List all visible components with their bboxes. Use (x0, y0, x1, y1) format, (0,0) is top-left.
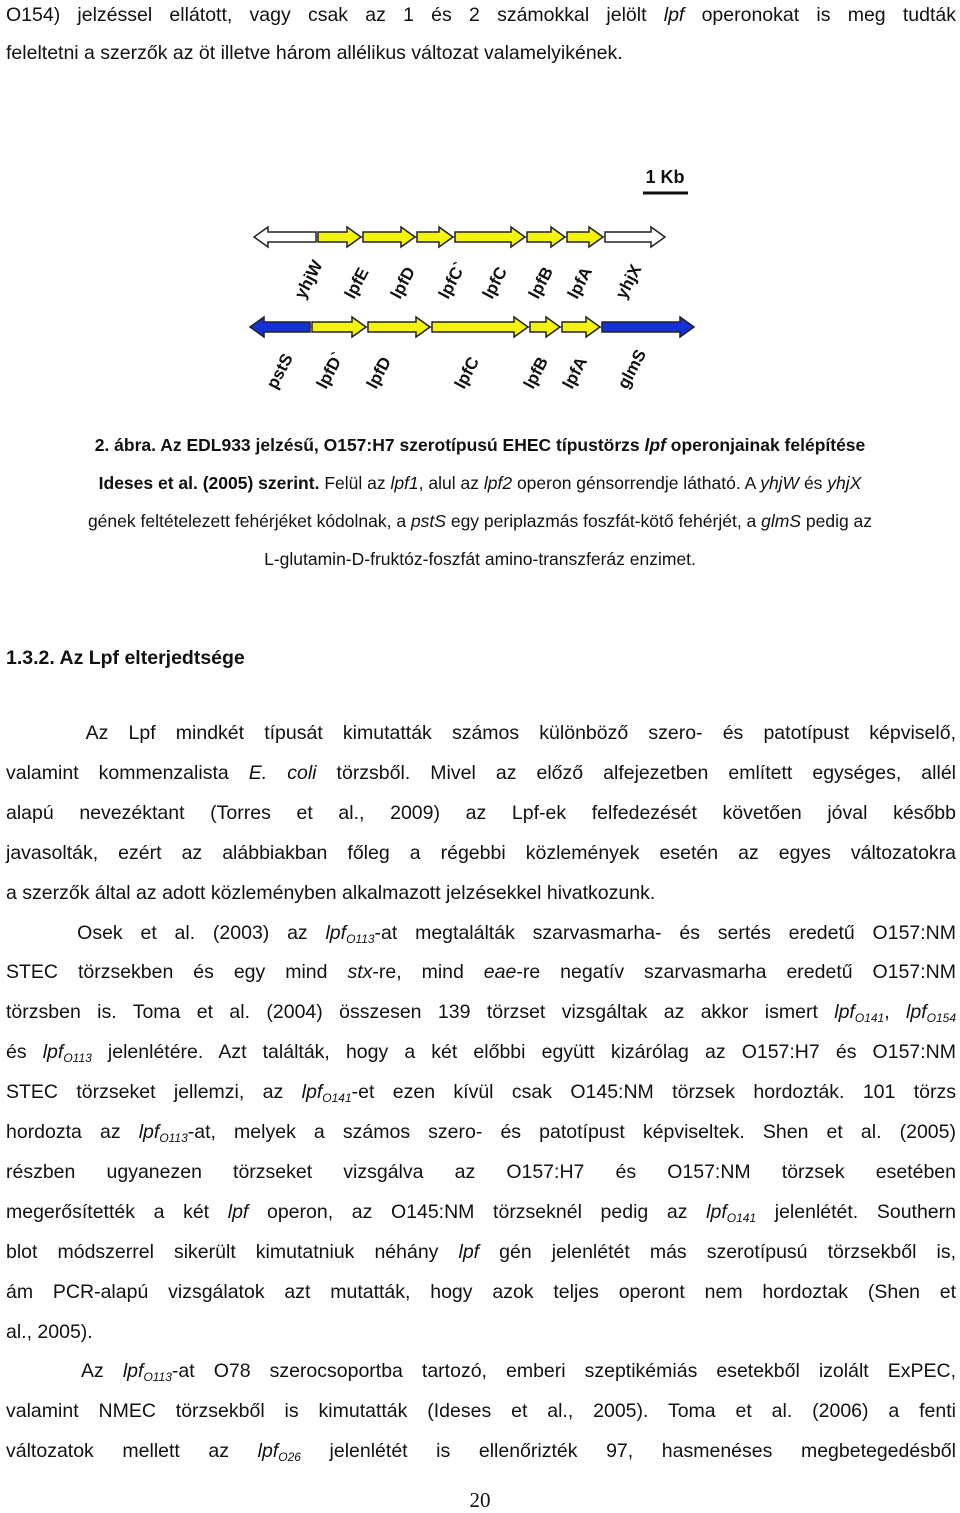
text-run: STEC törzsekben és egy mind (6, 961, 348, 983)
text-run: gének feltételezett fehérjéket kódolnak, a (87, 511, 411, 531)
gene-arrow-bottom (602, 317, 694, 337)
gene-label-top: yhjW (290, 257, 327, 302)
text-run: , (884, 1001, 907, 1023)
subscript: O113 (143, 1370, 172, 1384)
text-run: változatok mellett az (6, 1440, 258, 1462)
gene-label-top: lpfE (340, 264, 373, 302)
text-run: lpf (257, 1440, 279, 1462)
gene-label-top: lpfD (386, 263, 420, 302)
gene-arrow-bottom (432, 317, 528, 337)
text-run: O154) jelzéssel ellátott, vagy csak az 1 és 2 számokkal jelölt (6, 4, 664, 26)
body-line (6, 1039, 956, 1065)
text-run: operonokat is meg tudták (684, 4, 956, 26)
text-run: törzsből. Mivel az előző alfejezetben említett egységes, allél (316, 762, 956, 784)
gene-arrow-top (527, 227, 565, 247)
intro-line-1 (6, 2, 956, 28)
text-run: yhjX (827, 473, 862, 493)
gene-label-bottom: lpfA (558, 353, 592, 392)
body-line (6, 1398, 956, 1424)
body-line (6, 1358, 956, 1384)
gene-label-top: lpfB (524, 263, 558, 302)
gene-label-top: yhjX (611, 261, 646, 302)
body-line (6, 1279, 956, 1305)
text-run: operon génsorrendje látható. A (512, 473, 761, 493)
gene-arrow-bottom (250, 317, 310, 337)
gene-label-top: lpfC` (434, 258, 470, 302)
text-run: jelenlétét is ellenőrizték 97, hasmenéses megbetegedésből (300, 1440, 956, 1462)
body-line (6, 1239, 956, 1265)
gene-arrow-bottom (368, 317, 430, 337)
text-run: feleltetni a szerzők az öt illetve három allélikus változat valamelyikének. (6, 42, 623, 64)
subscript: O113 (63, 1051, 92, 1065)
text-run: Az (6, 1360, 123, 1382)
body-line (6, 720, 956, 746)
caption-line-1 (0, 432, 960, 458)
body-line (6, 880, 956, 906)
body-line (6, 800, 956, 826)
scale-label: 1 Kb (645, 167, 685, 187)
text-run: lpf (834, 1001, 855, 1023)
body-line (6, 959, 956, 985)
text-run: valamint kommenzalista (6, 762, 249, 784)
text-run: lpf (644, 435, 666, 455)
body-line (6, 1119, 956, 1145)
text-run: jelenlétére. Azt találták, hogy a két előbbi együtt kizárólag az O157:H7 és O157:NM (91, 1041, 957, 1063)
text-run: javasolták, ezért az alábbiakban főleg a régebbi közlemények esetén az egyes változatokra (6, 842, 956, 864)
gene-label-bottom: lpfB (519, 353, 553, 392)
text-run: jelenlétét. Southern (756, 1201, 956, 1223)
text-run: lpf2 (483, 473, 513, 493)
body-line (6, 1319, 956, 1345)
text-run: lpf (325, 922, 347, 944)
caption-line-3 (0, 508, 960, 534)
body-line (6, 1438, 956, 1464)
text-run: lpf (122, 1360, 144, 1382)
body-line (6, 1079, 956, 1105)
subscript: O154 (926, 1011, 956, 1025)
text-run: gén jelenlétét más szerotípusú törzsekből is, (479, 1241, 956, 1263)
gene-arrow-top (363, 227, 415, 247)
text-run: pedig az (801, 511, 873, 531)
text-run: lpf (301, 1081, 323, 1103)
text-run: lpf (227, 1201, 249, 1223)
section-heading: 1.3.2. Az Lpf elterjedtsége (6, 647, 245, 669)
subscript: O141 (322, 1091, 352, 1105)
subscript: O141 (854, 1011, 885, 1025)
gene-label-top: lpfC (478, 263, 512, 302)
body-line (6, 760, 956, 786)
text-run: E. coli (248, 762, 317, 784)
text-run: és (799, 473, 828, 493)
text-run: a szerzők által az adott közleményben alkalmazott jelzésekkel hivatkozunk. (6, 882, 656, 904)
text-run: operon, az O145:NM törzseknél pedig az (248, 1201, 707, 1223)
text-run: glmS (761, 511, 802, 531)
gene-label-bottom: lpfD` (312, 348, 348, 392)
text-run: Osek et al. (2003) az (6, 922, 326, 944)
subscript: O141 (726, 1211, 757, 1225)
text-run: megerősítették a két (6, 1201, 228, 1223)
text-run: yhjW (760, 473, 800, 493)
text-run: STEC törzseket jellemzi, az (6, 1081, 302, 1103)
text-run: lpf (906, 1001, 927, 1023)
subscript: O113 (346, 932, 375, 946)
body-line (6, 920, 956, 946)
gene-arrow-top (254, 227, 316, 247)
subscript: O26 (278, 1450, 301, 1464)
text-run: lpf (42, 1041, 64, 1063)
text-run: eae (483, 961, 517, 983)
text-run: operonjainak felépítése (665, 435, 866, 455)
text-run: Az Lpf mindkét típusát kimutatták számos különböző szero- és patotípust képviselő, (6, 722, 956, 744)
text-run: egy periplazmás foszfát-kötő fehérjét, a (445, 511, 762, 531)
body-line (6, 999, 956, 1025)
text-run: Felül az (319, 473, 391, 493)
intro-line-2 (6, 40, 956, 66)
text-run: , alul az (418, 473, 484, 493)
gene-arrow-bottom (562, 317, 600, 337)
gene-arrow-top (417, 227, 453, 247)
text-run: ám PCR-alapú vizsgálatok azt mutatták, hogy azok teljes operont nem hordoztak (Shen et (6, 1281, 956, 1303)
text-run: törzsben is. Toma et al. (2004) összesen 139 törzset vizsgáltak az akkor ismert (6, 1001, 835, 1023)
subscript: O113 (159, 1131, 188, 1145)
text-run: alapú nevezéktant (Torres et al., 2009) az Lpf-ek felfedezését követően jóval később (6, 802, 956, 824)
gene-arrow-bottom (312, 317, 366, 337)
text-run: blot módszerrel sikerült kimutatniuk néhány (6, 1241, 459, 1263)
text-run: 2. ábra. (94, 435, 156, 455)
text-run: -re, mind (372, 961, 484, 983)
gene-label-bottom: pstS (262, 350, 297, 392)
gene-arrow-top (567, 227, 603, 247)
caption-line-2 (0, 470, 960, 496)
text-run: részben ugyanezen törzseket vizsgálva az O157:H7 és O157:NM törzsek esetében (6, 1161, 956, 1183)
text-run: Az EDL933 jelzésű, O157:H7 szerotípusú EHEC típustörzs (156, 435, 645, 455)
body-line (6, 840, 956, 866)
body-line (6, 1199, 956, 1225)
gene-label-bottom: lpfC (450, 353, 484, 392)
text-run: lpf (663, 4, 685, 26)
text-run: hordozta az (6, 1121, 139, 1143)
gene-arrow-bottom (530, 317, 560, 337)
caption-line-4 (0, 546, 960, 572)
text-run: -re negatív szarvasmarha eredetű O157:NM (516, 961, 956, 983)
text-run: -et ezen kívül csak O145:NM törzsek hordozták. 101 törzs (351, 1081, 956, 1103)
text-run: lpf (138, 1121, 160, 1143)
gene-arrow-top (318, 227, 361, 247)
gene-label-bottom: glmS (613, 346, 651, 392)
text-run: lpf (458, 1241, 480, 1263)
text-run: Ideses et al. (2005) szerint. (98, 473, 320, 493)
text-run: pstS (410, 511, 446, 531)
text-run: -at megtalálták szarvasmarha- és sertés eredetű O157:NM (374, 922, 957, 944)
text-run: lpf (706, 1201, 727, 1223)
text-run: és (6, 1041, 43, 1063)
page-number: 20 (469, 1488, 491, 1512)
operon-figure (240, 150, 710, 400)
gene-label-top: lpfA (563, 263, 597, 302)
text-run: L-glutamin-D-fruktóz-foszfát amino-transzferáz enzimet. (264, 549, 696, 569)
text-run: lpf1 (390, 473, 419, 493)
text-run: valamint NMEC törzsekből is kimutatták (Ideses et al., 2005). Toma et al. (2006) a fenti (6, 1400, 956, 1422)
gene-arrow-top (605, 227, 665, 247)
text-run: al., 2005). (6, 1321, 93, 1343)
gene-label-bottom: lpfD (362, 353, 396, 392)
body-line (6, 1159, 956, 1185)
gene-arrow-top (455, 227, 525, 247)
text-run: -at O78 szerocsoportba tartozó, emberi szeptikémiás esetekből izolált ExPEC, (171, 1360, 956, 1382)
text-run: -at, melyek a számos szero- és patotípust képviseltek. Shen et al. (2005) (187, 1121, 956, 1143)
text-run: stx (347, 961, 373, 983)
